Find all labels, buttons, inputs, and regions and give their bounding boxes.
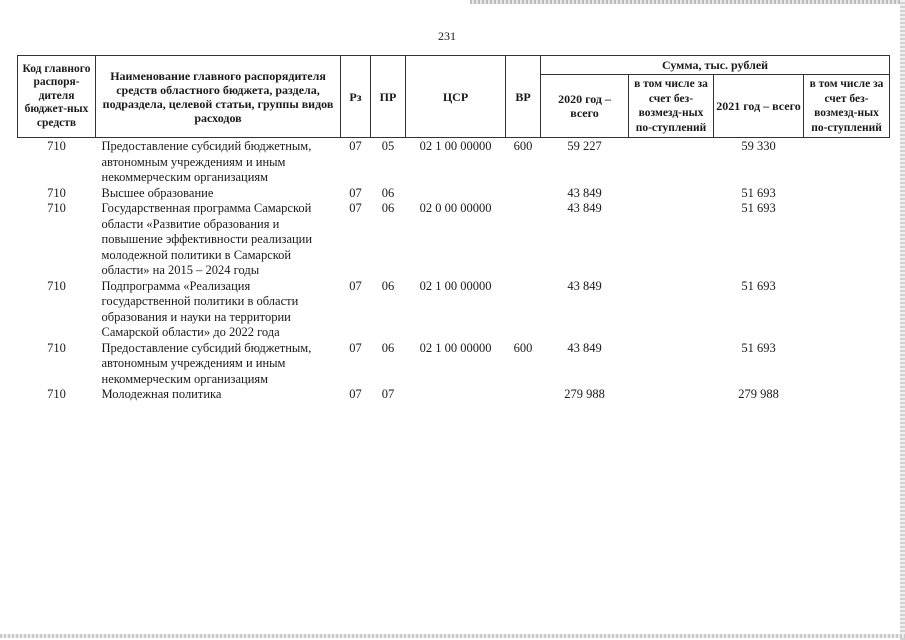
scan-edge-top	[470, 0, 905, 4]
cell-sum-2020-grants	[629, 341, 714, 388]
cell-csr: 02 1 00 00000	[419, 340, 492, 355]
cell-sum-2020-grants	[629, 279, 714, 341]
table-row	[18, 201, 890, 279]
cell-rz: 07	[349, 278, 362, 293]
cell-sum-2020: 279 988	[564, 387, 605, 401]
table-header	[18, 56, 890, 138]
table-row	[18, 186, 890, 202]
cell-name: Предоставление субсидий бюджетным, автономным учреждениям и иным некоммерческим организациям	[101, 139, 312, 184]
cell-csr: 02 0 00 00000	[419, 201, 492, 215]
cell-code: 710	[47, 139, 66, 153]
header-rz: Рз	[341, 56, 371, 138]
cell-sum-2020-grants	[629, 387, 714, 403]
cell-sum-2020: 59 227	[567, 139, 602, 153]
cell-sum-2020: 43 849	[567, 278, 602, 293]
cell-sum-2021-grants	[804, 387, 890, 403]
header-2020-grants: в том числе за счет без-возмезд-ных по-ступлений	[629, 75, 714, 138]
cell-sum-2020-grants	[629, 138, 714, 186]
cell-vr	[506, 186, 541, 202]
cell-csr: 02 1 00 00000	[419, 278, 492, 293]
cell-code: 710	[47, 340, 66, 355]
table-row	[18, 387, 890, 403]
cell-csr	[406, 186, 506, 202]
cell-rz: 07	[349, 185, 362, 200]
cell-rz: 07	[349, 201, 362, 215]
header-csr: ЦСР	[406, 56, 506, 138]
cell-sum-2021: 51 693	[741, 340, 776, 355]
cell-name: Высшее образование	[101, 185, 214, 200]
cell-csr: 02 1 00 00000	[419, 139, 492, 153]
scan-edge-right	[900, 0, 905, 640]
header-2021-grants: в том числе за счет без-возмезд-ных по-ступлений	[804, 75, 890, 138]
cell-sum-2020: 43 849	[567, 340, 602, 355]
cell-code: 710	[47, 201, 66, 215]
cell-code: 710	[47, 387, 66, 401]
cell-name: Подпрограмма «Реализация государственной политики в области образования и науки на территории Самарской области» до 2022 года	[101, 278, 299, 339]
header-vr: ВР	[506, 56, 541, 138]
cell-pr: 06	[381, 201, 395, 215]
cell-code: 710	[47, 185, 66, 200]
cell-rz: 07	[349, 139, 362, 153]
cell-sum-2021: 51 693	[741, 185, 776, 200]
table-row	[18, 138, 890, 186]
header-2021-total: 2021 год – всего	[714, 75, 804, 138]
cell-sum-2021: 51 693	[741, 201, 776, 215]
header-code: Код главного распоря-дителя бюджет-ных средств	[18, 56, 96, 138]
cell-name: Государственная программа Самарской области «Развитие образования и повышение эффективности реализации молодежной политики в Самарской области» на 2015 – 2024 годы	[101, 201, 313, 277]
cell-sum-2021-grants	[804, 186, 890, 202]
cell-sum-2021: 51 693	[741, 278, 776, 293]
cell-pr: 06	[381, 185, 395, 200]
table-row	[18, 341, 890, 388]
cell-sum-2020: 43 849	[567, 201, 602, 215]
cell-rz: 07	[349, 387, 362, 401]
cell-sum-2021: 59 330	[741, 139, 776, 153]
header-pr: ПР	[371, 56, 406, 138]
page-number: 231	[438, 29, 456, 43]
cell-sum-2021-grants	[804, 138, 890, 186]
table-body	[18, 138, 890, 403]
header-sum-group: Сумма, тыс. рублей	[541, 56, 890, 75]
header-name: Наименование главного распорядителя средств областного бюджета, раздела, подраздела, целевой статьи, группы видов расходов	[96, 56, 341, 138]
cell-vr	[506, 387, 541, 403]
cell-vr	[506, 279, 541, 341]
cell-pr: 06	[381, 340, 395, 355]
cell-sum-2021-grants	[804, 201, 890, 279]
cell-pr: 06	[381, 278, 395, 293]
cell-sum-2021-grants	[804, 279, 890, 341]
table-row	[18, 279, 890, 341]
cell-csr	[406, 387, 506, 403]
cell-sum-2020-grants	[629, 186, 714, 202]
scan-edge-bottom	[0, 634, 905, 638]
cell-pr: 05	[381, 139, 395, 153]
budget-table	[17, 55, 890, 403]
cell-rz: 07	[349, 340, 362, 355]
cell-vr: 600	[513, 139, 533, 153]
header-2020-total: 2020 год – всего	[541, 75, 629, 138]
cell-name: Предоставление субсидий бюджетным, автономным учреждениям и иным некоммерческим организациям	[101, 340, 312, 386]
cell-code: 710	[47, 278, 66, 293]
cell-vr	[506, 201, 541, 279]
cell-name: Молодежная политика	[101, 387, 222, 401]
cell-vr: 600	[513, 340, 533, 355]
cell-pr: 07	[381, 387, 395, 401]
cell-sum-2021-grants	[804, 341, 890, 388]
cell-sum-2020: 43 849	[567, 185, 602, 200]
cell-sum-2020-grants	[629, 201, 714, 279]
cell-sum-2021: 279 988	[738, 387, 779, 401]
